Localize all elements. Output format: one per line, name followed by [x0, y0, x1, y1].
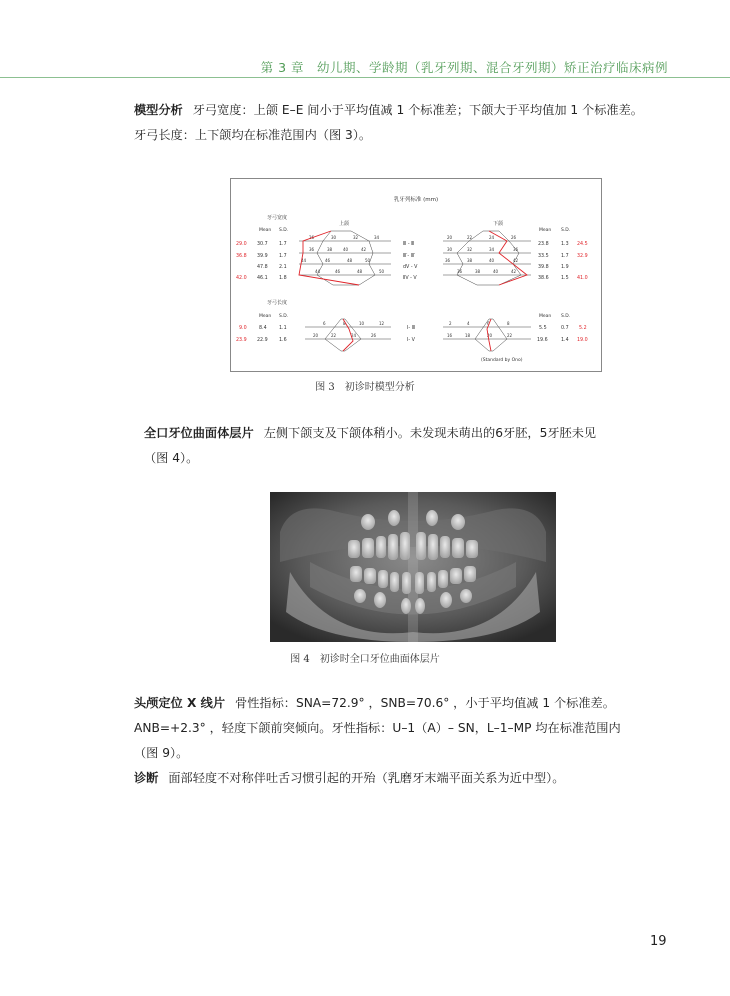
w-row4-lsd: 1.5: [561, 276, 569, 281]
w-row1-sd: 1.7: [279, 242, 287, 247]
w-row3-lsd: 1.9: [561, 265, 569, 270]
w-row1-label: Ⅲ - Ⅲ: [403, 242, 415, 247]
w-row4-patient: 42.0: [236, 276, 247, 281]
w-row1-mean: 30.7: [257, 242, 268, 247]
sd-header-left-2: S.D.: [279, 314, 289, 319]
u2-t0: 36: [309, 247, 315, 252]
length-rows-left: [236, 325, 287, 343]
w-row2-sd: 1.7: [279, 254, 287, 259]
w-row2-mean: 39.9: [257, 254, 268, 259]
width-rows-right: [538, 241, 588, 281]
upper-label: 上颌: [339, 221, 350, 227]
l4-t2: 40: [493, 269, 499, 274]
length-label: 牙弓长度: [267, 300, 288, 306]
l-row2-lsd: 1.4: [561, 338, 569, 343]
u4-t0: 44: [315, 269, 321, 274]
l2-t1: 32: [467, 247, 473, 252]
panoramic-line1: 左侧下颌支及下颌体稍小。未发现未萌出的6牙胚，5牙胚未见: [263, 426, 597, 440]
w-row3-mean: 47.8: [257, 265, 268, 270]
mean-header-right: Mean: [539, 228, 552, 233]
sd-header-right: S.D.: [561, 228, 571, 233]
ll2-t3: 22: [507, 333, 513, 338]
figure-4-caption: 图 4 初诊时全口牙位曲面体层片: [290, 654, 440, 665]
l-row2-sd: 1.6: [279, 338, 287, 343]
model-analysis-paragraph: [134, 98, 674, 148]
panoramic-heading: 全口牙位曲面体层片: [144, 426, 254, 440]
u4-t3: 50: [379, 269, 385, 274]
l1-t0: 20: [447, 235, 453, 240]
ul2-t2: 24: [351, 333, 357, 338]
w-row4-lpatient: 41.0: [577, 276, 588, 281]
xray-image: [270, 492, 556, 642]
fig3-title: 乳牙列标准 (mm): [393, 197, 439, 203]
u2-t2: 40: [343, 247, 349, 252]
ul1-t1: 8: [343, 321, 346, 326]
l-row1-lmean: 5.5: [539, 326, 547, 331]
sd-header-left: S.D.: [279, 228, 289, 233]
ceph-line2: ANB=+2.3° ，轻度下颌前突倾向。牙性指标：U–1（A）– SN，L–1–MP 均在标准范围内: [134, 721, 621, 735]
l3-t2: 40: [489, 258, 495, 263]
l2-t0: 30: [447, 247, 453, 252]
l3-t3: 42: [513, 258, 519, 263]
w-row1-lpatient: 24.5: [577, 242, 588, 247]
mean-header-left-2: Mean: [259, 314, 272, 319]
panoramic-paragraph: [144, 421, 684, 471]
ll2-t0: 16: [447, 333, 453, 338]
w-row2-label: Ⅲ′- Ⅲ′: [403, 254, 416, 259]
mean-header-left: Mean: [259, 228, 272, 233]
ceph-paragraph: [134, 691, 682, 791]
u2-t3: 42: [361, 247, 367, 252]
ll2-t2: 20: [487, 333, 493, 338]
w-row4-lmean: 38.6: [538, 276, 549, 281]
w-row3-sd: 2.1: [279, 265, 287, 270]
w-row1-lsd: 1.3: [561, 242, 569, 247]
w-row3-lmean: 39.8: [538, 265, 549, 270]
l-row1-mean: 8.4: [259, 326, 267, 331]
u4-t2: 48: [357, 269, 363, 274]
mean-header-right-2: Mean: [539, 314, 552, 319]
l-row2-lmean: 19.6: [537, 338, 548, 343]
l-row2-mean: 22.9: [257, 338, 268, 343]
ll1-t3: 8: [507, 321, 510, 326]
header-rule: [0, 77, 730, 78]
sd-header-right-2: S.D.: [561, 314, 571, 319]
l-row2-lpatient: 19.0: [577, 338, 588, 343]
l-row1-patient: 9.0: [239, 326, 247, 331]
diagnosis-line1: 面部轻度不对称伴吐舌习惯引起的开殆（乳磨牙末端平面关系为近中型）。: [168, 771, 565, 785]
l-row1-label: Ⅰ- Ⅲ: [407, 326, 415, 331]
panoramic-line2: （图 4）。: [144, 451, 199, 465]
ul1-t3: 12: [379, 321, 385, 326]
model-analysis-line2: 牙弓长度：上下颌均在标准范围内（图 3）。: [134, 128, 372, 142]
l3-t1: 38: [467, 258, 473, 263]
l-row2-patient: 23.9: [236, 338, 247, 343]
lower-width-patient-line: [489, 231, 527, 285]
l4-t0: 36: [457, 269, 463, 274]
model-analysis-line1: 牙弓宽度：上颌 E–E 间小于平均值减 1 个标准差；下颌大于平均值加 1 个标准差。: [192, 103, 643, 117]
w-row2-lmean: 33.5: [538, 254, 549, 259]
diagnosis-heading: 诊断: [134, 771, 159, 785]
u1-t1: 30: [331, 235, 337, 240]
ul2-t0: 20: [313, 333, 319, 338]
u1-t2: 32: [353, 235, 359, 240]
u1-t3: 34: [374, 235, 380, 240]
row-labels-center: [403, 241, 418, 343]
l2-t2: 34: [489, 247, 495, 252]
u4-t1: 46: [335, 269, 341, 274]
model-analysis-chart: [231, 179, 601, 371]
l4-t1: 38: [475, 269, 481, 274]
ceph-heading: 头颅定位 X 线片: [134, 696, 226, 710]
ul1-t2: 10: [359, 321, 365, 326]
w-row1-patient: 29.0: [236, 242, 247, 247]
u3-t1: 46: [325, 258, 331, 263]
w-row4-sd: 1.8: [279, 276, 287, 281]
lower-label: 下颌: [493, 221, 504, 227]
u1-t0: 26: [309, 235, 315, 240]
l-row1-sd: 1.1: [279, 326, 287, 331]
page-number: 19: [650, 934, 667, 949]
ll2-t1: 18: [465, 333, 471, 338]
l-row2-label: Ⅰ- V: [407, 338, 415, 343]
l1-t2: 24: [489, 235, 495, 240]
width-label: 牙弓宽度: [267, 215, 288, 221]
length-rows-right: [537, 325, 588, 343]
chapter-title: 第 3 章 幼儿期、学龄期（乳牙列期、混合牙列期）矫正治疗临床病例: [260, 60, 668, 75]
ll1-t0: 2: [449, 321, 452, 326]
l2-t3: 36: [513, 247, 519, 252]
standard-note: (Standard by Ono): [481, 358, 523, 363]
l-row1-lsd: 0.7: [561, 326, 569, 331]
ul1-t0: 6: [323, 321, 326, 326]
w-row4-label: ⅡV - V: [403, 276, 417, 281]
w-row2-lsd: 1.7: [561, 254, 569, 259]
ceph-line3: （图 9）。: [134, 746, 189, 760]
w-row1-lmean: 23.8: [538, 242, 549, 247]
ceph-line1: 骨性指标：SNA=72.9° ，SNB=70.6° ，小于平均值减 1 个标准差。: [235, 696, 615, 710]
u3-t0: 44: [301, 258, 307, 263]
l-row1-lpatient: 5.2: [579, 326, 587, 331]
page-header: [0, 0, 730, 78]
ll1-t2: 6: [487, 321, 490, 326]
width-rows-left: [236, 241, 287, 281]
w-row2-patient: 36.8: [236, 254, 247, 259]
figure-3-caption: 图 3 初诊时模型分析: [315, 382, 415, 393]
ll1-t1: 4: [467, 321, 470, 326]
lower-length-ticks: [447, 321, 513, 338]
figure-4-panoramic-xray: [270, 492, 556, 642]
w-row4-mean: 46.1: [257, 276, 268, 281]
figure-3-model-analysis: [230, 178, 602, 372]
ul2-t3: 26: [371, 333, 377, 338]
l4-t3: 42: [511, 269, 517, 274]
u3-t2: 48: [347, 258, 353, 263]
ul2-t1: 22: [331, 333, 337, 338]
w-row3-label: dV - V: [403, 265, 418, 270]
u3-t3: 50: [365, 258, 371, 263]
l1-t3: 26: [511, 235, 517, 240]
l1-t1: 22: [467, 235, 473, 240]
l3-t0: 36: [445, 258, 451, 263]
w-row2-lpatient: 32.9: [577, 254, 588, 259]
model-analysis-heading: 模型分析: [134, 103, 183, 117]
u2-t1: 38: [327, 247, 333, 252]
